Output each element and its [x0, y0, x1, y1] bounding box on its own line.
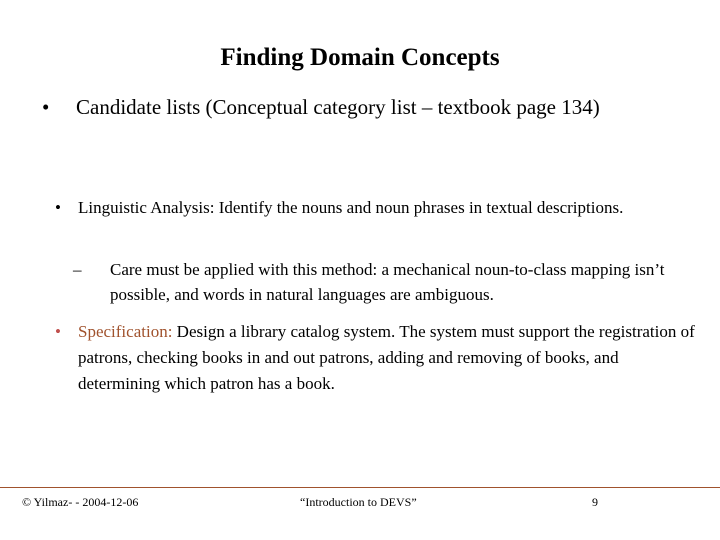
- bullet-text: [78, 319, 695, 397]
- footer-course-title: “Introduction to DEVS”: [300, 495, 417, 509]
- bullet-item-specification: [55, 319, 695, 397]
- bullet-item-candidate-lists: [42, 95, 702, 119]
- bullet-text: Candidate lists (Conceptual category list – textbook page 134): [76, 95, 600, 119]
- bullet-marker: •: [42, 95, 50, 119]
- footer-divider: [0, 487, 720, 488]
- sub-bullet-item-care: [73, 257, 693, 307]
- bullet-marker: •: [55, 322, 61, 341]
- specification-label: Specification:: [78, 322, 173, 341]
- slide-title: Finding Domain Concepts: [220, 44, 500, 71]
- sub-bullet-text: Care must be applied with this method: a mechanical noun-to-class mapping isn’t possible, and words in natural languages are ambiguous.: [110, 260, 665, 304]
- bullet-marker: •: [55, 198, 61, 217]
- bullet-text: Linguistic Analysis: Identify the nouns and noun phrases in textual descriptions.: [78, 198, 624, 217]
- sub-bullet-marker: –: [73, 260, 82, 279]
- footer-author-date: © Yilmaz- - 2004-12-06: [22, 495, 139, 509]
- bullet-item-linguistic-analysis: [55, 196, 655, 219]
- specification-text: Design a library catalog system. The system must support the registration of patrons, checking books in and out patrons, adding and removing of books, and determining which patron has a book.: [78, 322, 695, 393]
- footer-page-number: 9: [592, 495, 598, 509]
